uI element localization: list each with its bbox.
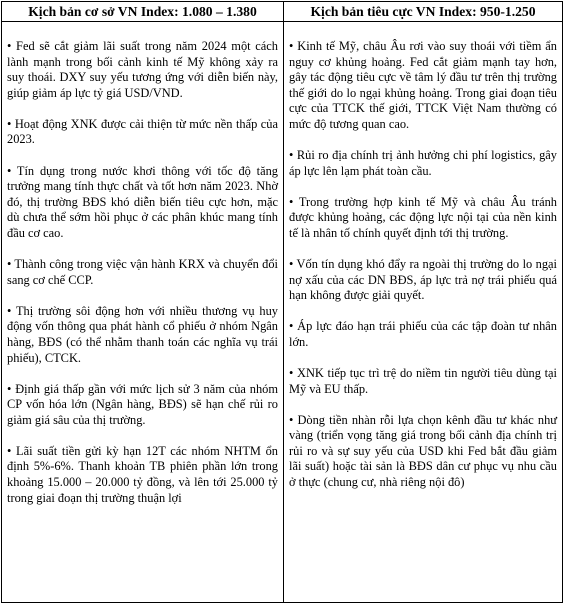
base-scenario-list <box>7 22 278 522</box>
base-scenario-item: • Fed sẽ cắt giảm lãi suất trong năm 2024 một cách lành mạnh trong bối cảnh kinh tế Mỹ không xảy ra suy thoái. DXY suy yếu tương ứng với diễn biến này, giúp giảm áp lực tỷ giá USD/VND. <box>7 39 278 100</box>
base-scenario-column <box>2 2 284 602</box>
negative-scenario-item: • Trong trường hợp kinh tế Mỹ và châu Âu tránh được khủng hoảng, các động lực nội tại của nền kinh tế là nhân tố chính quyết định tới thị trường. <box>289 194 557 240</box>
negative-scenario-item: • Dòng tiền nhàn rỗi lựa chọn kênh đầu tư khác như vàng (triển vọng tăng giá trong bối cảnh địa chính trị rủi ro và sự suy yếu của USD khi Fed bắt đầu giảm lãi suất) hoặc tài sản là BĐS dân cư phục vụ nhu cầu ở thực (chung cư, nhà riêng nội đô) <box>289 412 557 490</box>
negative-scenario-item: • Áp lực đáo hạn trái phiếu của các tập đoàn tư nhân lớn. <box>289 319 557 349</box>
base-scenario-item: • Tín dụng trong nước khơi thông với tốc độ tăng trưởng mang tính thực chất và tốt hơn năm 2023. Nhờ đó, thị trường BĐS khó diễn biến tiêu cực hơn, mặc dù chưa thể sớm hồi phục ở các phân khúc mang tính đầu cơ cao. <box>7 163 278 240</box>
base-scenario-item: • Lãi suất tiền gửi kỳ hạn 12T các nhóm NHTM ổn định 5%-6%. Thanh khoản TB phiên phần lớn trong khoảng 15.000 – 20.000 tỷ đồng, và lên tới 25.000 tỷ trong giai đoạn thị trường thuận lợi <box>7 443 278 505</box>
base-scenario-item: • Định giá thấp gần với mức lịch sử 3 năm của nhóm CP vốn hóa lớn (Ngân hàng, BĐS) sẽ hạn chế rủi ro giảm giá sâu của thị trường. <box>7 381 278 427</box>
base-scenario-item: • Hoạt động XNK được cải thiện từ mức nền thấp của 2023. <box>7 116 278 147</box>
negative-scenario-header: Kịch bản tiêu cực VN Index: 950-1.250 <box>284 2 562 22</box>
base-scenario-header: Kịch bản cơ sở VN Index: 1.080 – 1.380 <box>2 2 283 22</box>
negative-scenario-list <box>289 22 557 506</box>
negative-scenario-item: • XNK tiếp tục trì trệ do niềm tin người tiêu dùng tại Mỹ và EU thấp. <box>289 366 557 396</box>
scenario-table <box>1 1 563 603</box>
base-scenario-item: • Thị trường sôi động hơn với nhiều thương vụ huy động vốn thông qua phát hành cổ phiếu ở nhóm Ngân hàng, BĐS (có thể nhằm thanh toán các nghĩa vụ trái phiếu), CTCK. <box>7 303 278 365</box>
negative-scenario-item: • Kinh tế Mỹ, châu Âu rơi vào suy thoái với tiềm ẩn nguy cơ khủng hoảng. Fed cắt giảm mạnh tay hơn, gây tác động tiêu cực về tâm lý đầu tư trên thị trường thế giới do lo ngại khủng hoảng. Trong giai đoạn tiêu cực của TTCK thế giới, TTCK Việt Nam thường có mức độ tương quan cao. <box>289 39 557 131</box>
negative-scenario-column <box>284 2 562 602</box>
base-scenario-item: • Thành công trong việc vận hành KRX và chuyển đổi sang cơ chế CCP. <box>7 257 278 287</box>
negative-scenario-item: • Rủi ro địa chính trị ảnh hưởng chi phí logistics, gây áp lực lên lạm phát toàn cầu. <box>289 148 557 178</box>
negative-scenario-item: • Vốn tín dụng khó đẩy ra ngoài thị trường do lo ngại nợ xấu của các DN BĐS, áp lực trả nợ trái phiếu quá hạn không được giải quyết. <box>289 257 557 303</box>
